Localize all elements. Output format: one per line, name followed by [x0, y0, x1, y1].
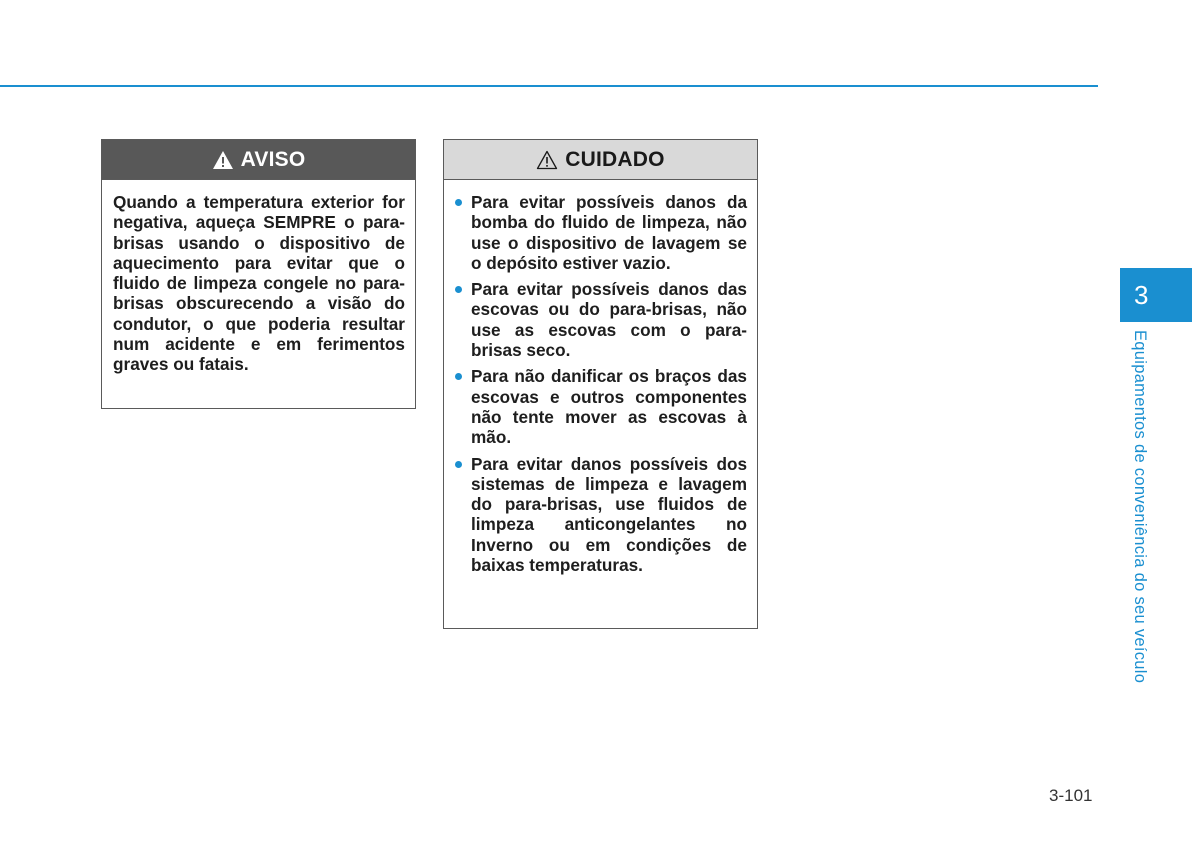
- bullet-dot: [455, 199, 462, 206]
- chapter-number: 3: [1134, 279, 1149, 310]
- page-number: 3-101: [1049, 786, 1093, 805]
- cuidado-header: [444, 140, 757, 180]
- list-item-text: Para evitar possíveis danos das escovas ou do para-brisas, não use as escovas com o para-brisas seco.: [471, 279, 747, 361]
- cuidado-list: [455, 192, 747, 575]
- cuidado-title: CUIDADO: [565, 147, 665, 171]
- aviso-text: Quando a temperatura exterior for negativa, aqueça SEMPRE o para-brisas usando o dispositivo de aquecimento para evitar que o fluido de limpeza congele no para-brisas obscurecendo a visão do condutor, o que poderia resultar num acidente e em ferimentos graves ou fatais.: [113, 192, 405, 375]
- chapter-tab: [1120, 268, 1192, 322]
- cuidado-box: [443, 139, 758, 629]
- list-item-text: Para não danificar os braços das escovas e outros componentes não tente mover as escovas à mão.: [471, 366, 747, 448]
- top-rule: [0, 85, 1098, 87]
- bullet-dot: [455, 286, 462, 293]
- list-item: [455, 192, 747, 273]
- aviso-body: [102, 180, 415, 375]
- list-item-text: Para evitar possíveis danos da bomba do fluido de limpeza, não use o dispositivo de lavagem se o depósito estiver vazio.: [471, 192, 747, 273]
- cuidado-body: [444, 180, 757, 575]
- list-item: [455, 454, 747, 576]
- warning-triangle-filled-icon: [212, 150, 234, 170]
- aviso-title: AVISO: [240, 147, 306, 171]
- aviso-box: [101, 139, 416, 409]
- list-item: [455, 279, 747, 360]
- aviso-header: [102, 140, 415, 180]
- list-item-text: Para evitar danos possíveis dos sistemas de limpeza e lavagem do para-brisas, use fluidos de limpeza anticongelantes no Inverno ou em condições de baixas temperaturas.: [471, 453, 747, 576]
- warning-triangle-outline-icon: [536, 150, 558, 170]
- bullet-dot: [455, 461, 462, 468]
- chapter-title: Equipamentos de conveniência do seu veículo: [1131, 330, 1149, 684]
- list-item: [455, 366, 747, 447]
- bullet-dot: [455, 373, 462, 380]
